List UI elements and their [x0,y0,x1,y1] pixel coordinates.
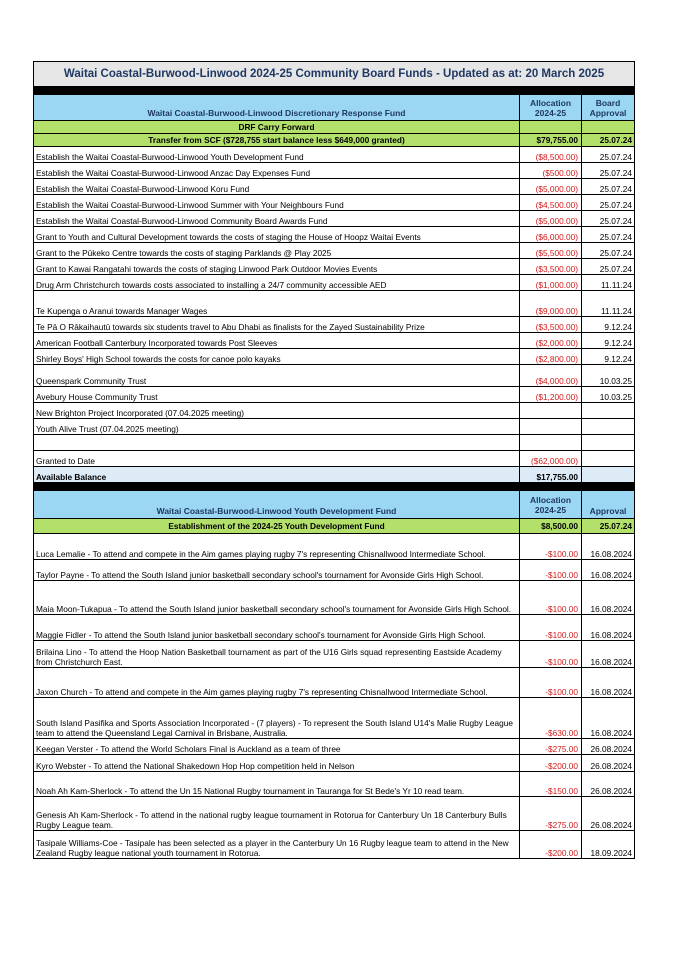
drf-row [34,333,635,349]
drf-row-date: 25.07.24 [582,259,635,275]
drf-row-date: 25.07.24 [582,163,635,179]
drf-row-amount [520,403,582,419]
ydf-row-date: 16.08.2024 [582,615,635,641]
ydf-row-label: Genesis Ah Kam-Sherlock - To attend in the national rugby league tournament in Rotorua for Canterbury Un 18 Canterbury Bulls Rugby League team. [34,797,520,831]
drf-row [34,435,635,451]
ydf-row [34,560,635,581]
drf-row-amount: ($3,500.00) [520,259,582,275]
ydf-row-amount: -$100.00 [520,668,582,698]
drf-row-date: 10.03.25 [582,365,635,387]
drf-row-amount: ($5,000.00) [520,179,582,195]
ydf-header-row [34,491,635,519]
ydf-row [34,534,635,560]
drf-row-amount [520,419,582,435]
drf-row-date [582,435,635,451]
ydf-row-amount: -$150.00 [520,772,582,797]
ydf-row-date: 16.08.2024 [582,668,635,698]
drf-row [34,163,635,179]
ydf-row-amount: -$100.00 [520,581,582,615]
drf-row [34,349,635,365]
ydf-establishment-label: Establishment of the 2024-25 Youth Development Fund [34,519,520,534]
ydf-row-date: 26.08.2024 [582,772,635,797]
ydf-row-amount: -$100.00 [520,560,582,581]
drf-row [34,243,635,259]
drf-transfer-amount: $79,755.00 [520,134,582,147]
drf-transfer-label: Transfer from SCF ($728,755 start balance less $649,000 granted) [34,134,520,147]
drf-row [34,259,635,275]
drf-row-date: 25.07.24 [582,227,635,243]
drf-transfer-row [34,134,635,147]
ydf-row-label: Jaxon Church - To attend and compete in the Aim games playing rugby 7's representing Chisnallwood Intermediate School. [34,668,520,698]
drf-col-approval: Board Approval [582,95,635,121]
ydf-row-date: 18.09.2024 [582,831,635,859]
drf-row [34,195,635,211]
drf-row-amount: ($4,500.00) [520,195,582,211]
drf-row-label: Te Kupenga o Aranui towards Manager Wages [34,291,520,317]
drf-available-label: Available Balance [34,467,520,483]
ydf-row [34,641,635,668]
drf-row [34,387,635,403]
drf-carry-forward: DRF Carry Forward [34,121,520,134]
ydf-row-label: Maia Moon-Tukapua - To attend the South Island junior basketball secondary school's tournament for Avonside Girls High School. [34,581,520,615]
drf-row-label: Establish the Waitai Coastal-Burwood-Linwood Community Board Awards Fund [34,211,520,227]
ydf-row [34,668,635,698]
ydf-establishment-amount: $8,500.00 [520,519,582,534]
drf-row-date: 25.07.24 [582,195,635,211]
drf-row-amount: ($5,500.00) [520,243,582,259]
ydf-row-date: 26.08.2024 [582,755,635,772]
ydf-row [34,797,635,831]
drf-row-label: Establish the Waitai Coastal-Burwood-Linwood Koru Fund [34,179,520,195]
drf-heading: Waitai Coastal-Burwood-Linwood Discretionary Response Fund [34,95,520,121]
drf-row-amount [520,435,582,451]
ydf-row-label: Maggie Fidler - To attend the South Island junior basketball secondary school's tournament for Avonside Girls High School. [34,615,520,641]
ydf-row-label: Tasipale Williams-Coe - Tasipale has been selected as a player in the Canterbury Un 16 Rugby league team to attend in the New Zealand Rugby league national youth tournament in Rotorua. [34,831,520,859]
drf-row-amount: ($5,000.00) [520,211,582,227]
ydf-row-label: Luca Lemalie - To attend and compete in the Aim games playing rugby 7's representing Chisnallwood Intermediate School. [34,534,520,560]
divider-bar-2 [34,483,635,491]
drf-row-date: 25.07.24 [582,211,635,227]
ydf-row-date: 26.08.2024 [582,739,635,755]
ydf-row-date: 16.08.2024 [582,560,635,581]
drf-row-label: Te Pā O Rākaihautū towards six students travel to Abu Dhabi as finalists for the Zayed Sustainability Prize [34,317,520,333]
divider-bar [34,87,635,95]
ydf-row-amount: -$100.00 [520,615,582,641]
ydf-row-amount: -$630.00 [520,698,582,739]
drf-available-amount: $17,755.00 [520,467,582,483]
ydf-heading: Waitai Coastal-Burwood-Linwood Youth Development Fund [34,491,520,519]
drf-row-date: 25.07.24 [582,179,635,195]
ydf-row-label: Kyro Webster - To attend the National Shakedown Hop Hop competition held in Nelson [34,755,520,772]
drf-row-amount: ($2,800.00) [520,349,582,365]
drf-row-label: Grant to the Pūkeko Centre towards the costs of staging Parklands @ Play 2025 [34,243,520,259]
drf-row [34,179,635,195]
ydf-row-amount: -$275.00 [520,739,582,755]
drf-row-label: American Football Canterbury Incorporated towards Post Sleeves [34,333,520,349]
drf-row [34,419,635,435]
ydf-row-label: South Island Pasifika and Sports Association Incorporated - (7 players) - To represent the South Island U14's Malie Rugby League team to attend the Queensland Legal Carnival in Brisbane, Australia. [34,698,520,739]
drf-granted-row [34,451,635,467]
drf-row-date: 25.07.24 [582,243,635,259]
drf-row-label: Establish the Waitai Coastal-Burwood-Linwood Summer with Your Neighbours Fund [34,195,520,211]
ydf-row-amount: -$100.00 [520,641,582,668]
drf-row-date: 9.12.24 [582,333,635,349]
drf-row-label: Avebury House Community Trust [34,387,520,403]
ydf-row [34,739,635,755]
drf-row [34,147,635,163]
drf-rows [34,147,635,451]
ydf-establishment-row [34,519,635,534]
drf-granted-amount: ($62,000.00) [520,451,582,467]
drf-row-label: Queenspark Community Trust [34,365,520,387]
ydf-row-amount: -$200.00 [520,755,582,772]
drf-row-date: 10.03.25 [582,387,635,403]
drf-row-label: Grant to Kawai Rangatahi towards the costs of staging Linwood Park Outdoor Movies Events [34,259,520,275]
drf-row-date: 25.07.24 [582,147,635,163]
ydf-row-label: Noah Ah Kam-Sherlock - To attend the Un 15 National Rugby tournament in Tauranga for St Bede's Yr 10 read team. [34,772,520,797]
ydf-row [34,698,635,739]
ydf-row [34,831,635,859]
drf-row-label: Drug Arm Christchurch towards costs associated to installing a 24/7 community accessible AED [34,275,520,291]
funds-sheet [33,61,634,859]
ydf-row-label: Brilaina Lino - To attend the Hoop Nation Basketball tournament as part of the U16 Girls squad representing Eastside Academy from Christchurch East. [34,641,520,668]
funds-table [33,61,635,859]
drf-row [34,317,635,333]
drf-row-date: 9.12.24 [582,317,635,333]
drf-row-date: 11.11.24 [582,275,635,291]
drf-granted-label: Granted to Date [34,451,520,467]
sheet-title-row [34,62,635,87]
ydf-row-date: 16.08.2024 [582,534,635,560]
ydf-col-allocation: Allocation 2024-25 [520,491,582,519]
drf-row-label: Grant to Youth and Cultural Development towards the costs of staging the House of Hoopz Waitai Events [34,227,520,243]
drf-row-date: 11.11.24 [582,291,635,317]
drf-row-amount: ($4,000.00) [520,365,582,387]
ydf-row-amount: -$275.00 [520,797,582,831]
drf-row [34,365,635,387]
ydf-row-date: 16.08.2024 [582,698,635,739]
drf-transfer-date: 25.07.24 [582,134,635,147]
drf-row-date [582,403,635,419]
sheet-title: Waitai Coastal-Burwood-Linwood 2024-25 Community Board Funds - Updated as at: 20 March 2025 [34,62,635,87]
ydf-establishment-date: 25.07.24 [582,519,635,534]
ydf-row-date: 26.08.2024 [582,797,635,831]
drf-row [34,403,635,419]
drf-row-amount: ($6,000.00) [520,227,582,243]
drf-row-amount: ($1,000.00) [520,275,582,291]
drf-row [34,275,635,291]
ydf-row [34,581,635,615]
drf-row [34,291,635,317]
drf-row-amount: ($8,500.00) [520,147,582,163]
ydf-row [34,772,635,797]
drf-row-date [582,419,635,435]
drf-row-label [34,435,520,451]
ydf-row-label: Taylor Payne - To attend the South Island junior basketball secondary school's tournament for Avonside Girls High School. [34,560,520,581]
ydf-col-approval: Approval [582,491,635,519]
ydf-row-amount: -$100.00 [520,534,582,560]
ydf-row [34,615,635,641]
ydf-row-label: Keegan Verster - To attend the World Scholars Final is Auckland as a team of three [34,739,520,755]
drf-row-label: New Brighton Project Incorporated (07.04.2025 meeting) [34,403,520,419]
drf-col-allocation: Allocation 2024-25 [520,95,582,121]
drf-row-amount: ($2,000.00) [520,333,582,349]
drf-row-amount: ($3,500.00) [520,317,582,333]
drf-row [34,211,635,227]
drf-row-amount: ($9,000.00) [520,291,582,317]
ydf-rows [34,534,635,859]
ydf-row-amount: -$200.00 [520,831,582,859]
drf-row-label: Youth Alive Trust (07.04.2025 meeting) [34,419,520,435]
drf-row-label: Establish the Waitai Coastal-Burwood-Linwood Youth Development Fund [34,147,520,163]
drf-row-amount: ($1,200.00) [520,387,582,403]
drf-row-label: Establish the Waitai Coastal-Burwood-Linwood Anzac Day Expenses Fund [34,163,520,179]
drf-row-date: 9.12.24 [582,349,635,365]
ydf-row [34,755,635,772]
drf-row [34,227,635,243]
ydf-row-date: 16.08.2024 [582,641,635,668]
drf-header-row [34,95,635,121]
drf-row-label: Shirley Boys' High School towards the costs for canoe polo kayaks [34,349,520,365]
drf-carry-forward-row [34,121,635,134]
drf-available-row [34,467,635,483]
ydf-row-date: 16.08.2024 [582,581,635,615]
drf-row-amount: ($500.00) [520,163,582,179]
